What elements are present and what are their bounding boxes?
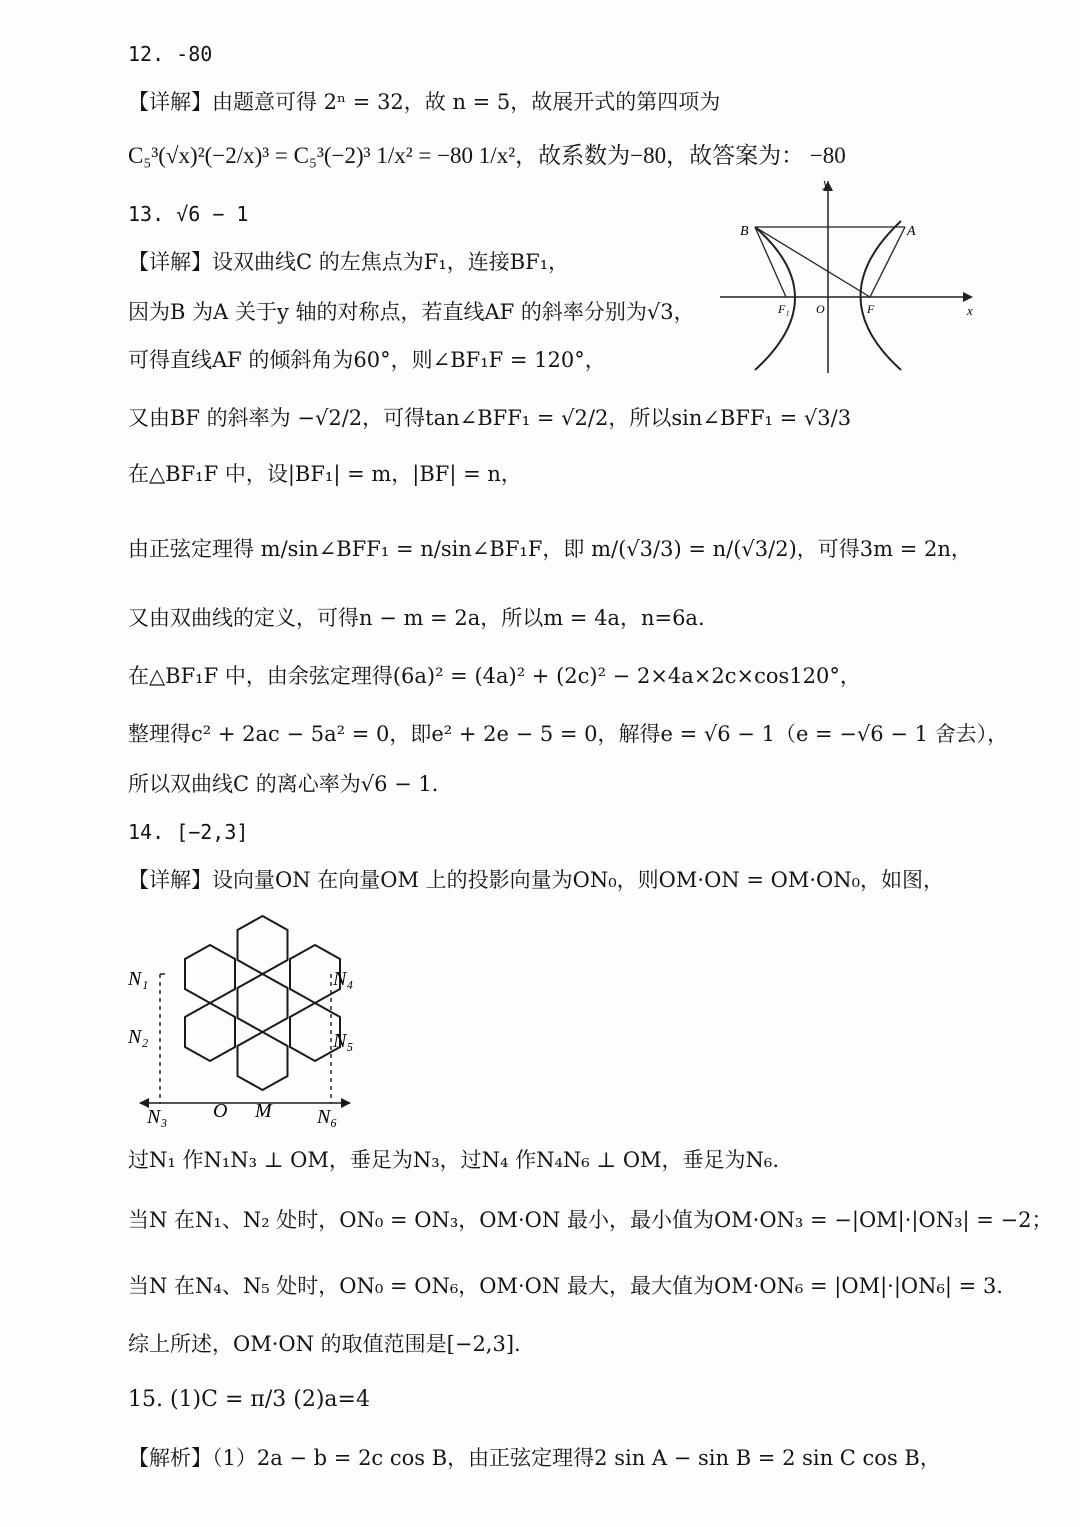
label-N1: N₁ — [128, 968, 149, 990]
segment-AF — [870, 227, 905, 297]
label-y: y — [823, 175, 829, 190]
q14-answer: 14. [−2,3] — [128, 820, 249, 844]
hexagon-bottom — [238, 1032, 288, 1090]
label-F: F — [867, 302, 875, 316]
q14-line-1: 【详解】设向量ON 在向量OM 上的投影向量为ON₀，则OM·ON = OM·ON₀，如图， — [128, 868, 945, 892]
q14-line-5: 综上所述，OM·ON 的取值范围是[−2,3]. — [128, 1332, 521, 1356]
q14-line-3: 当N 在N₁、N₂ 处时，ON₀ = ON₃，OM·ON 最小，最小值为OM·ON₃ = −|OM|·|ON₃| = −2； — [128, 1208, 1053, 1232]
q13-line-3: 可得直线AF 的倾斜角为60°，则∠BF₁F = 120°， — [128, 348, 606, 372]
q13-line-7: 又由双曲线的定义，可得n − m = 2a，所以m = 4a，n=6a. — [128, 606, 705, 630]
label-F1: F₁ — [778, 302, 790, 316]
q13-line-4: 又由BF 的斜率为 −√2/2，可得tan∠BFF₁ = √2/2，所以sin∠BFF₁ = √3/3 — [128, 406, 852, 430]
label-A: A — [907, 224, 916, 239]
label-N4: N₄ — [333, 968, 354, 990]
label-O: O — [213, 1100, 228, 1122]
segment-BF — [755, 227, 870, 297]
hexagon-center — [238, 974, 288, 1032]
hexagon-upper-left — [185, 945, 235, 1003]
q13-line-8: 在△BF₁F 中，由余弦定理得(6a)² = (4a)² + (2c)² − 2×4a×2c×cos120°， — [128, 664, 861, 688]
label-M: M — [255, 1100, 272, 1122]
q15-answer: 15. (1)C = π/3 (2)a=4 — [128, 1387, 370, 1412]
q13-line-10: 所以双曲线C 的离心率为√6 − 1. — [128, 772, 439, 796]
q14-line-2: 过N₁ 作N₁N₃ ⊥ OM，垂足为N₃，过N₄ 作N₄N₆ ⊥ OM，垂足为N₆. — [128, 1148, 780, 1172]
q13-answer: 13. √6 − 1 — [128, 202, 249, 226]
hexagon-figure — [125, 905, 375, 1130]
label-N5: N₅ — [333, 1030, 354, 1052]
label-O: O — [816, 302, 825, 316]
q12-detail: 【详解】由题意可得 2ⁿ = 32，故 n = 5，故展开式的第四项为 — [128, 90, 721, 114]
hexagon-lower-left — [185, 1003, 235, 1061]
hexagon-top — [238, 916, 288, 974]
label-x: x — [967, 303, 973, 318]
q12-formula: C₅³(√x)²(−2/x)³ = C₅³(−2)³ 1/x² = −80 1/x²，故系数为−80，故答案为： −80 — [128, 143, 846, 168]
q15-analysis: 【解析】（1）2a − b = 2c cos B，由正弦定理得2 sin A − sin B = 2 sin C cos B， — [128, 1446, 941, 1470]
label-B: B — [740, 224, 749, 239]
segment-BF1 — [755, 227, 786, 297]
label-N6: N₆ — [317, 1106, 338, 1128]
q13-line-6: 由正弦定理得 m/sin∠BFF₁ = n/sin∠BF₁F，即 m/(√3/3) = n/(√3/2)，可得3m = 2n， — [128, 537, 972, 561]
q13-line-9: 整理得c² + 2ac − 5a² = 0，即e² + 2e − 5 = 0，解得e = √6 − 1（e = −√6 − 1 舍去）， — [128, 722, 1009, 746]
q13-line-1: 【详解】设双曲线C 的左焦点为F₁，连接BF₁， — [128, 250, 570, 274]
hyperbola-figure — [715, 175, 980, 375]
q14-line-4: 当N 在N₄、N₅ 处时，ON₀ = ON₆，OM·ON 最大，最大值为OM·ON₆ = |OM|·|ON₆| = 3. — [128, 1274, 1003, 1298]
q13-line-2: 因为B 为A 关于y 轴的对称点，若直线AF 的斜率分别为√3， — [128, 300, 695, 324]
x-axis-arrow — [963, 292, 973, 302]
label-N2: N₂ — [128, 1026, 149, 1048]
label-N3: N₃ — [147, 1106, 168, 1128]
q12-answer: 12. -80 — [128, 42, 213, 66]
arrow-N6 — [341, 1098, 351, 1108]
q13-line-5: 在△BF₁F 中，设|BF₁| = m，|BF| = n， — [128, 462, 522, 486]
